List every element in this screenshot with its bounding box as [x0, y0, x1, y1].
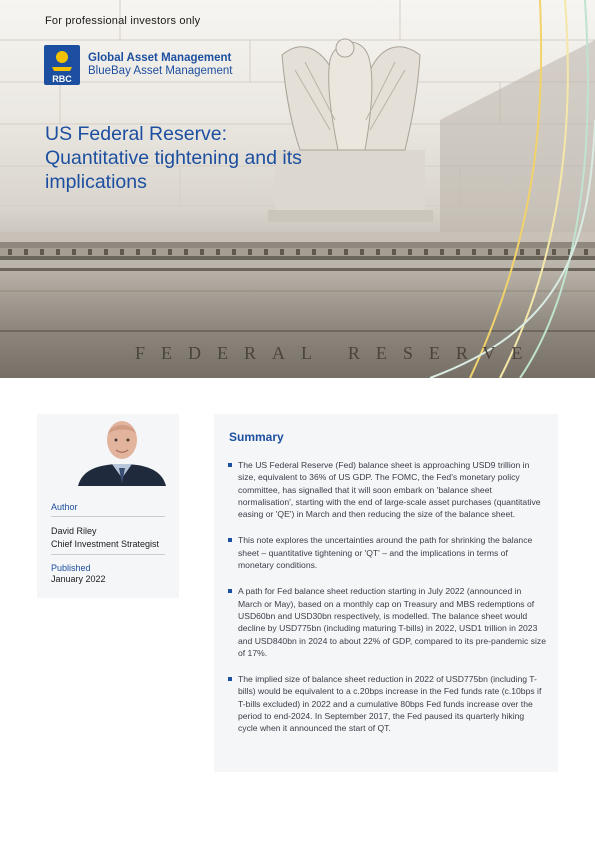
brand-line-1: Global Asset Management [88, 52, 232, 64]
summary-bullet: This note explores the uncertainties around the path for shrinking the balance sheet – quantitative tightening or 'QT' – and the implications in terms of monetary conditions. [228, 534, 546, 571]
summary-card [214, 414, 558, 772]
published-date: January 2022 [51, 574, 106, 584]
rbc-shield-icon [44, 45, 80, 85]
page-title: US Federal Reserve: Quantitative tightening and its implications [45, 123, 302, 193]
author-label: Author [51, 502, 78, 512]
professional-investors-disclaimer: For professional investors only [45, 15, 201, 27]
logo-mark-text: RBC [52, 74, 72, 84]
hero-banner [0, 0, 595, 378]
divider [51, 516, 165, 517]
summary-heading: Summary [229, 430, 284, 444]
rbc-logo[interactable] [44, 45, 232, 85]
summary-bullets [228, 459, 546, 749]
divider [51, 554, 165, 555]
summary-bullet: The implied size of balance sheet reduction in 2022 of USD775bn (including T-bills) would be equivalent to a c.20bps increase in the Fed funds rate (c.10bps if T-bills excluded) in 2022 and a cumulative 80bps Fed funds increase over the period to end-2024. In September 2017, the Fed paused its quarterly hiking cycle when it announced the start of QT. [228, 673, 546, 734]
author-name: David Riley [51, 526, 97, 536]
author-role: Chief Investment Strategist [51, 538, 160, 549]
author-portrait [74, 414, 170, 486]
author-card [37, 414, 179, 598]
summary-bullet: The US Federal Reserve (Fed) balance sheet is approaching USD9 trillion in size, equivalent to 36% of US GDP. The FOMC, the Fed's monetary policy committee, has signalled that it will soon embark on 'balance sheet normalisation', starting with the end of large-scale asset purchases (quantitative easing or 'QE') in March and then reducing the size of the balance sheet. [228, 459, 546, 520]
summary-bullet: A path for Fed balance sheet reduction starting in July 2022 (announced in March or May), based on a monthly cap on Treasury and MBS redemptions of USD60bn and USD30bn respectively, is modelled. The balance sheet would decline by USD775bn (including maturing T-bills) in 2022, USD1 trillion in 2023 and USD840bn in 2024 to about 22% of GDP, compared to its pre-pandemic size of 17%. [228, 585, 546, 659]
published-label: Published [51, 563, 91, 573]
brand-line-2: BlueBay Asset Management [88, 65, 233, 77]
building-engraving: FEDERAL RESERVE [135, 343, 539, 363]
